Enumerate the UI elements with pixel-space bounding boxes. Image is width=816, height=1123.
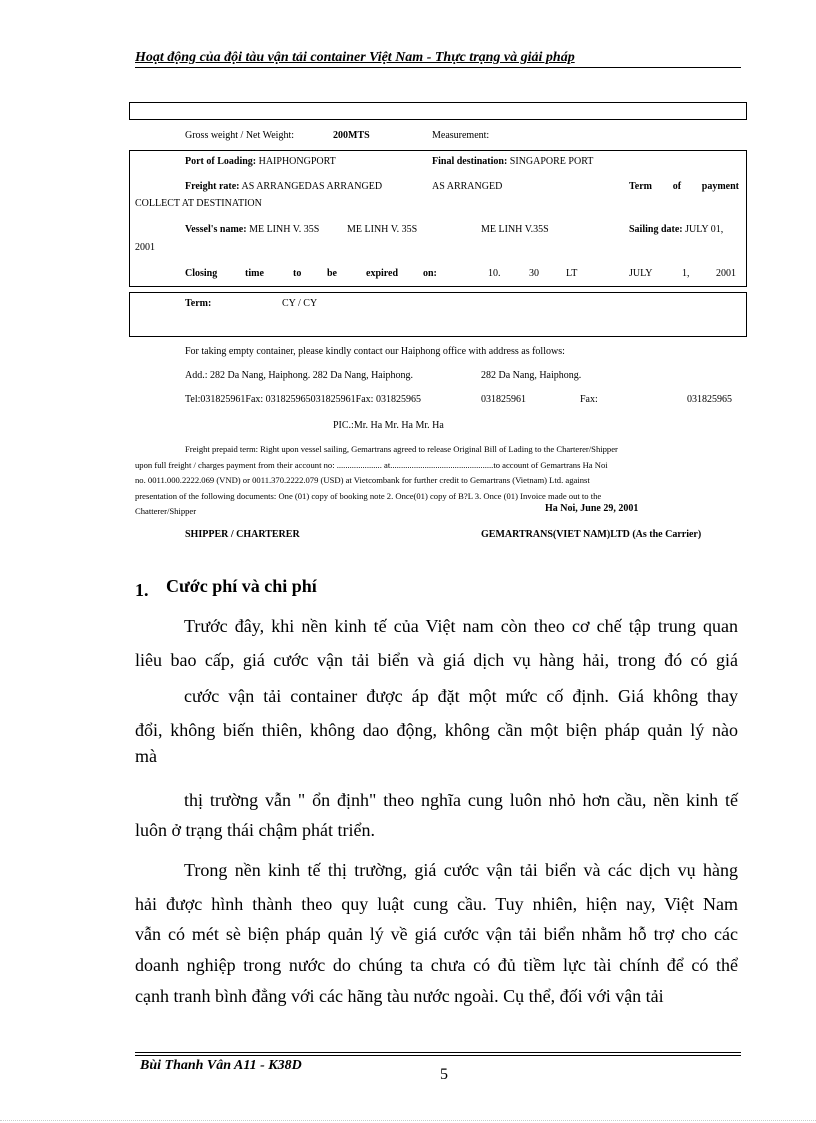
body-line: thị trường vẫn " ổn định" theo nghĩa cung luôn nhỏ hơn cầu, nền kinh tế xyxy=(184,790,738,810)
body-line: hải được hình thành theo quy luật cung cầu. Tuy nhiên, hiện nay, Việt Nam xyxy=(135,894,738,914)
closing-word: time xyxy=(245,268,264,279)
term-value: CY / CY xyxy=(282,298,318,309)
closing-word: to xyxy=(293,268,302,279)
page-edge-dots xyxy=(0,1120,816,1121)
gross-weight-value: 200MTS xyxy=(333,130,370,141)
freight-rate xyxy=(185,181,382,192)
closing-word: expired xyxy=(366,268,399,279)
measurement-label: Measurement: xyxy=(432,130,490,141)
port-loading-value: HAIPHONGPORT xyxy=(258,156,336,167)
contact-address: Add.: 282 Da Nang, Haiphong. 282 Da Nang, Haiphong. xyxy=(185,370,414,381)
freight-rate-label: Freight rate: xyxy=(185,181,240,192)
body-line: liêu bao cấp, giá cước vận tải biển và giá dịch vụ hàng hải, trong đó có giá xyxy=(135,650,738,670)
freight-line: Freight prepaid term: Right upon vessel sailing, Gemartrans agreed to release Original Bill of Lading to the Charterer/Shipper xyxy=(185,444,618,454)
body-line: Trước đây, khi nền kinh tế của Việt nam còn theo cơ chế tập trung quan xyxy=(184,616,738,636)
footer-rule xyxy=(135,1052,741,1053)
vessel-name-label: Vessel's name: xyxy=(185,224,247,235)
port-loading xyxy=(185,156,336,167)
contact-pic: PIC.:Mr. Ha Mr. Ha Mr. Ha xyxy=(333,420,444,431)
freight-line: upon full freight / charges payment from their account no: ..................... at................................................to account of Gemartrans Ha Noi xyxy=(135,459,608,470)
vessel-name-value-2: ME LINH V. 35S xyxy=(347,224,418,235)
form-box-main xyxy=(129,150,747,287)
closing-value: 2001 xyxy=(716,268,736,279)
vessel-name-value-3: ME LINH V.35S xyxy=(481,224,549,235)
closing-word: be xyxy=(327,268,337,279)
sailing-date-value: JULY 01, xyxy=(685,224,724,235)
final-destination-value: SINGAPORE PORT xyxy=(509,156,594,167)
final-destination-label: Final destination: xyxy=(432,156,508,167)
body-line: đổi, không biến thiên, không dao động, không cần một biện pháp quản lý nào xyxy=(135,720,738,740)
freight-rate-value: AS ARRANGEDAS ARRANGED xyxy=(241,181,383,192)
port-loading-label: Port of Loading: xyxy=(185,156,257,167)
body-line: mà xyxy=(135,746,157,766)
page-number: 5 xyxy=(440,1066,448,1083)
closing-value: JULY xyxy=(629,268,653,279)
contact-fax-label: Fax: xyxy=(580,394,598,405)
sailing-date xyxy=(629,224,723,235)
form-box-top xyxy=(129,102,747,120)
closing-value: LT xyxy=(566,268,578,279)
shipper-signature-label: SHIPPER / CHARTERER xyxy=(185,529,300,540)
body-line: cước vận tải container được áp đặt một mức cố định. Giá không thay xyxy=(184,686,738,706)
body-line: Trong nền kinh tế thị trường, giá cước vận tải biển và các dịch vụ hàng xyxy=(184,860,738,880)
gross-weight-label: Gross weight / Net Weight: xyxy=(185,130,294,141)
document-date: Ha Noi, June 29, 2001 xyxy=(545,503,639,514)
freight-line: presentation of the following documents: One (01) copy of booking note 2. Once(01) copy of B?L 3. Once (01) Invoice made out to the xyxy=(135,490,602,501)
freight-line: Chatterer/Shipper xyxy=(135,506,197,516)
section-number: 1. xyxy=(135,580,149,600)
footer-rule xyxy=(135,1055,741,1056)
freight-line: no. 0011.000.2222.069 (VND) or 0011.370.2222.079 (USD) at Vietcombank for further credit to Gemartrans (Vietnam) Ltd. against xyxy=(135,475,590,485)
sailing-date-year: 2001 xyxy=(135,242,155,253)
carrier-signature-label: GEMARTRANS(VIET NAM)LTD (As the Carrier) xyxy=(481,529,702,540)
contact-tel: Tel:031825961Fax: 031825965031825961Fax: 031825965 xyxy=(185,394,421,405)
vessel-name-value-1: ME LINH V. 35S xyxy=(249,224,320,235)
contact-tel-2: 031825961 xyxy=(481,394,526,405)
page-header-title: Hoạt động của đội tàu vận tải container Việt Nam - Thực trạng và giải pháp xyxy=(135,50,575,65)
contact-fax-value: 031825965 xyxy=(687,394,732,405)
sailing-date-label: Sailing date: xyxy=(629,224,683,235)
body-line: luôn ở trạng thái chậm phát triển. xyxy=(135,820,375,840)
term-of-payment-label: Term of payment xyxy=(629,181,739,192)
closing-word: Closing xyxy=(185,268,218,279)
closing-value: 30 xyxy=(529,268,539,279)
contact-address-2: 282 Da Nang, Haiphong. xyxy=(481,370,582,381)
body-line: vẫn có mét sè biện pháp quản lý về giá cước vận tải biển nhằm hỗ trợ cho các xyxy=(135,924,738,944)
section-title: Cước phí và chi phí xyxy=(166,576,317,596)
term-of-payment-value: COLLECT AT DESTINATION xyxy=(135,198,262,209)
form-box-term xyxy=(129,292,747,337)
body-line: doanh nghiệp trong nước do chúng ta chưa có đủ tiềm lực tài chính để có thể xyxy=(135,955,738,975)
header-rule xyxy=(135,67,741,68)
vessel-name xyxy=(185,224,319,235)
freight-rate-value-2: AS ARRANGED xyxy=(432,181,503,192)
footer-author: Bùi Thanh Vân A11 - K38D xyxy=(140,1058,302,1073)
final-destination xyxy=(432,156,593,167)
closing-value: 1, xyxy=(682,268,690,279)
body-line: cạnh tranh bình đẳng với các hãng tàu nước ngoài. Cụ thể, đối với vận tải xyxy=(135,986,664,1006)
closing-word: on: xyxy=(423,268,437,279)
term-label: Term: xyxy=(185,298,212,309)
freight-terms-paragraph xyxy=(135,442,739,520)
closing-value: 10. xyxy=(488,268,501,279)
contact-intro: For taking empty container, please kindly contact our Haiphong office with address as follows: xyxy=(185,346,565,357)
